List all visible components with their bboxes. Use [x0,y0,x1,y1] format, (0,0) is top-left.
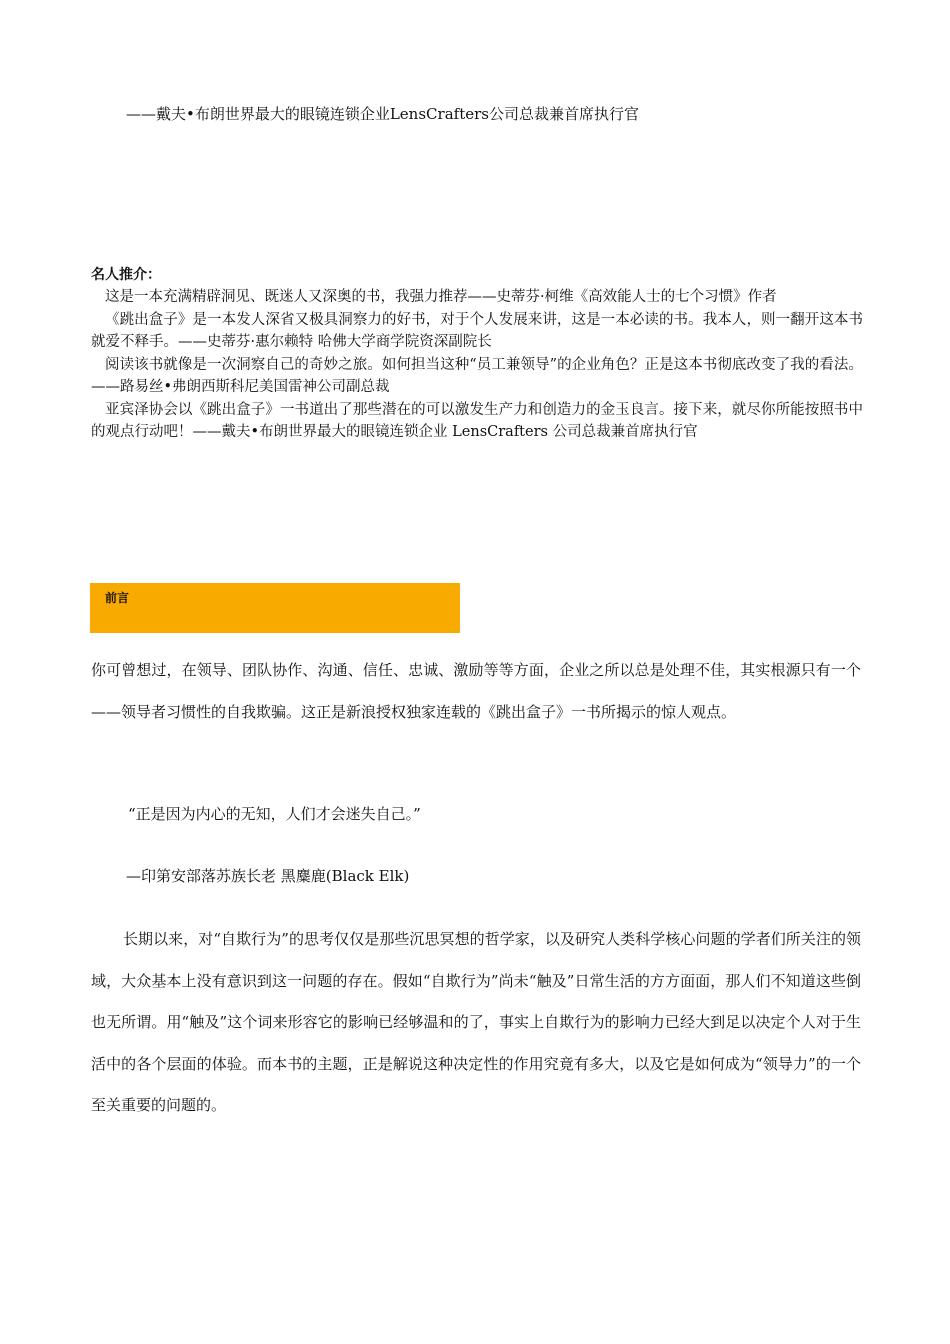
recommendation-paragraph: 《跳出盒子》是一本发人深省又极具洞察力的好书，对于个人发展来讲，这是一本必读的书。我本人，则一翻开这本书就爱不释手。——史蒂芬·惠尔赖特 哈佛大学商学院资深副院长 [91,311,863,350]
epigraph-source: —印第安部落苏族长老 黑麋鹿(Black Elk) [126,867,410,885]
recommendation-paragraph: 这是一本充满精辟洞见、既迷人又深奥的书，我强力推荐——史蒂芬·柯维《高效能人士的七个习惯》作者 [105,289,777,305]
preface-intro-paragraph: 你可曾想过，在领导、团队协作、沟通、信任、忠诚、激励等等方面，企业之所以总是处理不佳，其实根源只有一个——领导者习惯性的自我欺骗。这正是新浪授权独家连载的《跳出盒子》一书所揭示的惊人观点。 [91,661,861,721]
preface-title: 前言 [105,591,130,605]
recommendation-paragraph: 阅读该书就像是一次洞察自己的奇妙之旅。如何担当这种“员工兼领导”的企业角色？正是这本书彻底改变了我的看法。——路易丝•弗朗西斯科尼美国雷神公司副总裁 [91,356,863,395]
epigraph-quote: “正是因为内心的无知，人们才会迷失自己。” [128,805,421,823]
recommendations-section [91,264,863,444]
top-endorsement-credit: ——戴夫•布朗世界最大的眼镜连锁企业LensCrafters公司总裁兼首席执行官 [126,105,639,123]
preface-banner [90,583,460,633]
recommendation-paragraph: 亚宾泽协会以《跳出盒子》一书道出了那些潜在的可以激发生产力和创造力的金玉良言。接下来，就尽你所能按照书中的观点行动吧！——戴夫•布朗世界最大的眼镜连锁企业 LensCrafters 公司总裁兼首席执行官 [91,401,863,440]
preface-body-paragraph: 长期以来，对“自欺行为”的思考仅仅是那些沉思冥想的哲学家，以及研究人类科学核心问题的学者们所关注的领域，大众基本上没有意识到这一问题的存在。假如“自欺行为”尚未“触及”日常生活的方方面面，那人们不知道这些倒也无所谓。用“触及”这个词来形容它的影响已经够温和的了，事实上自欺行为的影响力已经大到足以决定个人对于生活中的各个层面的体验。而本书的主题，正是解说这种决定性的作用究竟有多大，以及它是如何成为“领导力”的一个至关重要的问题的。 [91,930,861,1114]
recommendations-heading: 名人推介： [91,267,161,283]
